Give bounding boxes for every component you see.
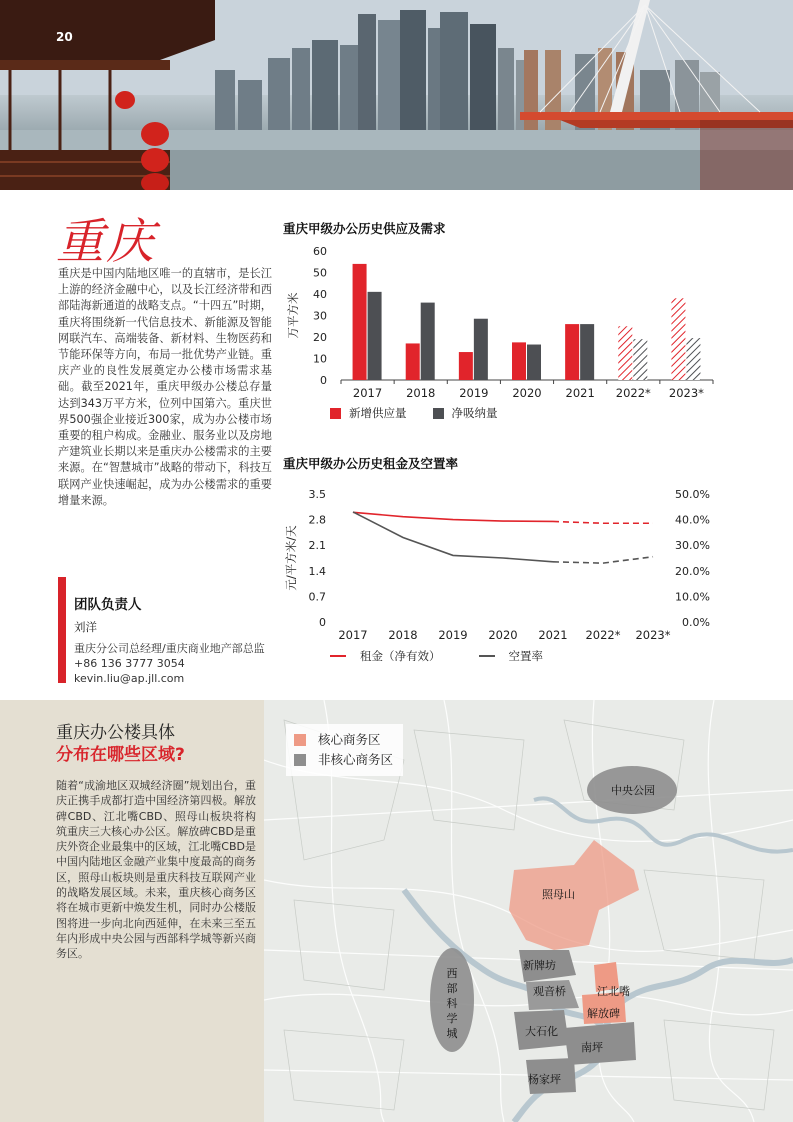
chart1-x-tick-label: 2018: [406, 386, 436, 400]
chart2-x-tick-label: 2019: [438, 628, 468, 642]
map-legend-core: [294, 730, 393, 750]
hero-photo: [0, 0, 793, 190]
chart1-x-tick-label: 2017: [352, 386, 383, 400]
chart1-bar-supply: [512, 342, 526, 380]
chart2-y-tick-label: 3.5: [308, 488, 326, 501]
section-title-line1: 重庆办公楼具体: [56, 723, 175, 743]
map-label-xinpaifang: 新牌坊: [523, 959, 556, 972]
map-label-central-park: 中央公园: [611, 784, 655, 797]
legend-label-vacancy: 空置率: [508, 649, 543, 663]
supply-demand-bar-chart: [283, 238, 723, 403]
chart2-y-tick-label: 0: [319, 616, 326, 629]
intro-paragraph: 重庆是中国内陆地区唯一的直辖市，是长江上游的经济金融中心，以及长江经济带和西部陆海新通道的战略支点。“十四五”时期，重庆将围绕新一代信息技术、新能源及智能网联汽车、高端装备、新材料、生物医药和节能环保等方向，布局一批优势产业链。重庆产业的良性发展奠定办公楼市场需求基础。截至2021年，重庆甲级办公楼总存量达到343万平方米，位列中国第六。重庆世界500强企业接近300家，成为办公楼市场重要的租户构成。金融业、服务业以及房地产建筑业长期以来是重庆办公楼需求的主要来源。在“智慧城市”战略的带动下，科技互联网产业快速崛起，成为办公楼需求的重要增量来源。: [58, 267, 272, 507]
legend-swatch-supply: [330, 408, 341, 419]
map-label-dashihua: 大石化: [525, 1025, 558, 1038]
chart1-title: 重庆甲级办公历史供应及需求: [283, 221, 446, 236]
rent-vacancy-line-chart: [283, 480, 713, 645]
map-legend-label-noncore: 非核心商务区: [318, 752, 394, 767]
chart2-line-vacancy-forecast: [553, 557, 653, 563]
chart2-y-tick-label: 2.1: [308, 539, 326, 553]
chart1-bar-supply: [618, 326, 632, 380]
map-legend-label-core: 核心商务区: [318, 732, 381, 747]
map-legend-noncore: [294, 750, 393, 770]
chart1-y-tick-label: 60: [313, 245, 327, 258]
chart2-y2-tick-label: 20.0%: [675, 564, 710, 578]
chart1-y-tick-label: 50: [313, 266, 327, 280]
chart1-x-tick-label: 2022*: [615, 386, 651, 400]
chart2-y2-tick-label: 40.0%: [675, 513, 710, 527]
chart2-x-tick-label: 2017: [338, 628, 368, 642]
legend-label-absorption: 净吸纳量: [451, 406, 498, 420]
chart1-bar-absorption: [474, 319, 488, 380]
legend-line-rent: [330, 655, 346, 657]
team-heading: 团队负责人: [74, 597, 142, 613]
chart1-bar-supply: [406, 343, 420, 380]
chart2-y2-tick-label: 50.0%: [675, 488, 710, 501]
chart1-bar-supply: [353, 264, 367, 380]
chart1-y-tick-label: 40: [313, 288, 327, 301]
map-label-jiangbeizui: 江北嘴: [597, 985, 630, 998]
legend-line-vacancy: [479, 655, 495, 657]
chart1-legend: [330, 405, 524, 421]
chart1-bar-absorption: [368, 292, 382, 380]
map-label-yangjiaping: 杨家坪: [528, 1073, 561, 1086]
map-label-jiefangbei: 解放碑: [587, 1007, 620, 1020]
chart1-y-tick-label: 10: [313, 352, 327, 366]
chart2-line-rent: [353, 512, 553, 521]
team-contact-block: [58, 577, 288, 683]
map-legend-swatch-noncore: [294, 754, 306, 766]
chart1-y-tick-label: 0: [320, 374, 327, 387]
team-lead-name: 刘洋: [74, 620, 97, 634]
map-label-west-science-city: 西部科学城: [446, 967, 458, 1040]
chart2-y-axis-label: 元/平方米/天: [284, 525, 298, 591]
chart2-legend: [330, 648, 569, 664]
chart2-y2-tick-label: 30.0%: [675, 539, 710, 553]
chart1-x-tick-label: 2020: [512, 386, 542, 400]
chart1-x-tick-label: 2019: [459, 386, 489, 400]
chart1-bar-absorption: [421, 303, 435, 380]
legend-item-supply: [330, 405, 407, 421]
chart1-x-tick-label: 2023*: [668, 386, 704, 400]
team-lead-phone[interactable]: +86 136 3777 3054: [74, 657, 185, 670]
legend-label-rent: 租金（净有效）: [360, 649, 441, 663]
chart2-title: 重庆甲级办公历史租金及空置率: [283, 456, 459, 471]
city-title: 重庆: [56, 214, 157, 270]
section-body: 随着“成渝地区双城经济圈”规划出台，重庆正携手成都打造中国经济第四极。解放碑CBD、江北嘴CBD、照母山板块将构筑重庆三大核心办公区。解放碑CBD是重庆外资企业最集中的区域，江北嘴CBD是中国内陆地区金融产业集中度最高的商务区，照母山板块则是重庆科技互联网产业的战略发展区域。未来，重庆核心商务区将在城市更新中焕发生机，同时办公楼版图将进一步向北向西延伸，在未来三至五年内形成中央公园与西部科学城等新兴商务区。: [56, 779, 256, 961]
chart1-x-tick-label: 2021: [565, 386, 595, 400]
legend-item-vacancy: [479, 648, 544, 664]
chart1-bar-absorption: [527, 345, 541, 380]
chart2-x-tick-label: 2023*: [635, 628, 671, 642]
chart1-bar-absorption: [633, 339, 647, 380]
chart2-y2-tick-label: 10.0%: [675, 590, 710, 604]
chart2-x-tick-label: 2018: [388, 628, 418, 642]
map-label-guanyinqiao: 观音桥: [533, 985, 566, 998]
legend-label-supply: 新增供应量: [349, 406, 407, 420]
chart1-y-tick-label: 20: [313, 331, 327, 344]
chart2-x-tick-label: 2021: [538, 628, 568, 642]
chart2-y-tick-label: 1.4: [308, 564, 326, 578]
chart1-bar-supply: [565, 324, 579, 380]
legend-item-rent: [330, 648, 441, 664]
legend-item-absorption: [433, 405, 498, 421]
chart2-x-tick-label: 2022*: [585, 628, 621, 642]
map-legend: [286, 724, 403, 776]
map-label-nanping: 南坪: [581, 1041, 603, 1054]
chart2-y-tick-label: 2.8: [308, 513, 326, 527]
section-title-line2: 分布在哪些区域?: [56, 745, 185, 765]
chart1-bar-supply: [671, 298, 685, 380]
page-number: 20: [56, 30, 73, 44]
chart2-x-tick-label: 2020: [488, 628, 518, 642]
team-lead-title: 重庆分公司总经理/重庆商业地产部总监: [74, 642, 265, 655]
chart1-y-axis-label: 万平方米: [286, 292, 300, 339]
chart1-bar-absorption: [686, 338, 700, 380]
map-label-zhaomushan: 照母山: [542, 888, 575, 901]
legend-swatch-absorption: [433, 408, 444, 419]
chart2-y-tick-label: 0.7: [308, 590, 326, 604]
city-skyline-illustration: [0, 0, 793, 190]
chart1-y-tick-label: 30: [313, 309, 327, 323]
chart1-bar-supply: [459, 352, 473, 380]
chart1-bar-absorption: [580, 324, 594, 380]
chart2-y2-tick-label: 0.0%: [682, 616, 710, 629]
chart2-line-rent-forecast: [553, 521, 653, 523]
team-lead-email[interactable]: kevin.liu@ap.jll.com: [74, 672, 185, 685]
map-legend-swatch-core: [294, 734, 306, 746]
